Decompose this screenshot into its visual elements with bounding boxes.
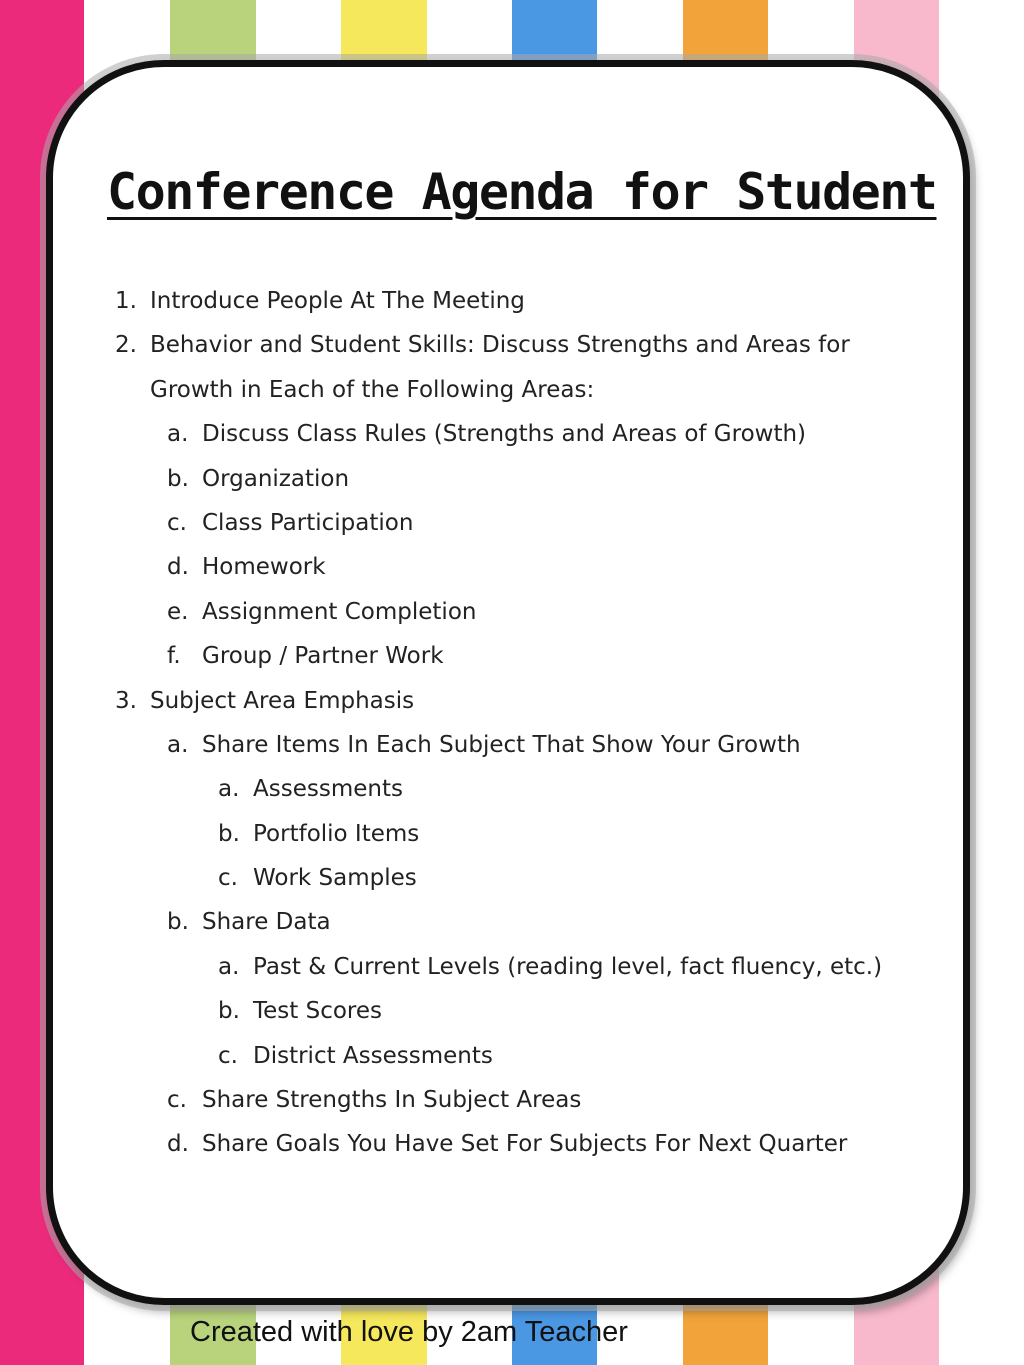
item-marker: a.: [167, 731, 189, 758]
item-marker: b.: [218, 820, 240, 847]
list-item: [53, 1122, 977, 1166]
item-marker: a.: [167, 421, 189, 448]
agenda-list: [53, 279, 977, 1167]
list-item: [53, 590, 977, 634]
item-marker: b.: [167, 465, 189, 492]
list-item: [53, 989, 977, 1033]
item-text: Share Data: [202, 909, 331, 936]
item-text: Share Strengths In Subject Areas: [202, 1087, 582, 1114]
list-item: [53, 812, 977, 856]
list-item-continuation: [53, 368, 977, 412]
item-marker: c.: [167, 1087, 187, 1114]
list-item: [53, 412, 977, 456]
item-text: Discuss Class Rules (Strengths and Areas of Growth): [202, 421, 807, 448]
list-item: [53, 545, 977, 589]
item-text: Group / Partner Work: [202, 643, 444, 670]
item-marker: c.: [218, 865, 238, 892]
item-text: District Assessments: [253, 1042, 493, 1069]
item-text: Past & Current Levels (reading level, fact fluency, etc.): [253, 953, 883, 980]
list-item: [53, 323, 977, 367]
list-item: [53, 767, 977, 811]
item-text: Test Scores: [253, 998, 383, 1025]
page-title: Conference Agenda for Student: [107, 163, 937, 221]
item-marker: d.: [167, 1131, 189, 1158]
list-item: [53, 900, 977, 944]
list-item: [53, 501, 977, 545]
item-text: Introduce People At The Meeting: [150, 288, 525, 314]
item-text: Assignment Completion: [202, 598, 477, 625]
list-item: [53, 279, 977, 323]
item-text: Subject Area Emphasis: [150, 687, 415, 714]
item-text: Behavior and Student Skills: Discuss Strengths and Areas for: [150, 332, 850, 359]
footer-credit: Created with love by 2am Teacher: [190, 1316, 628, 1348]
item-marker: a.: [218, 776, 240, 803]
list-item: [53, 679, 977, 723]
list-item: [53, 1078, 977, 1122]
list-item: [53, 723, 977, 767]
item-marker: a.: [218, 953, 240, 980]
item-text: Work Samples: [253, 865, 417, 892]
item-marker: b.: [218, 998, 240, 1025]
item-marker: c.: [167, 509, 187, 536]
item-marker: b.: [167, 909, 189, 936]
agenda-card: [46, 60, 970, 1305]
item-text: Share Items In Each Subject That Show Your Growth: [202, 731, 801, 758]
item-text: Class Participation: [202, 509, 414, 536]
item-text: Portfolio Items: [253, 820, 420, 847]
list-item: [53, 1034, 977, 1078]
list-item: [53, 457, 977, 501]
item-marker: e.: [167, 598, 189, 625]
item-marker: 3.: [115, 687, 137, 714]
item-text: Assessments: [253, 776, 403, 803]
list-item: [53, 856, 977, 900]
list-item: [53, 945, 977, 989]
list-item: [53, 634, 977, 678]
item-text: Growth in Each of the Following Areas:: [150, 376, 595, 403]
item-marker: d.: [167, 554, 189, 581]
item-text: Share Goals You Have Set For Subjects For Next Quarter: [202, 1131, 848, 1158]
item-marker: f.: [167, 643, 181, 670]
item-text: Homework: [202, 554, 326, 581]
item-marker: 1.: [115, 288, 137, 314]
item-marker: c.: [218, 1042, 238, 1069]
item-marker: 2.: [115, 332, 137, 359]
item-text: Organization: [202, 465, 350, 492]
